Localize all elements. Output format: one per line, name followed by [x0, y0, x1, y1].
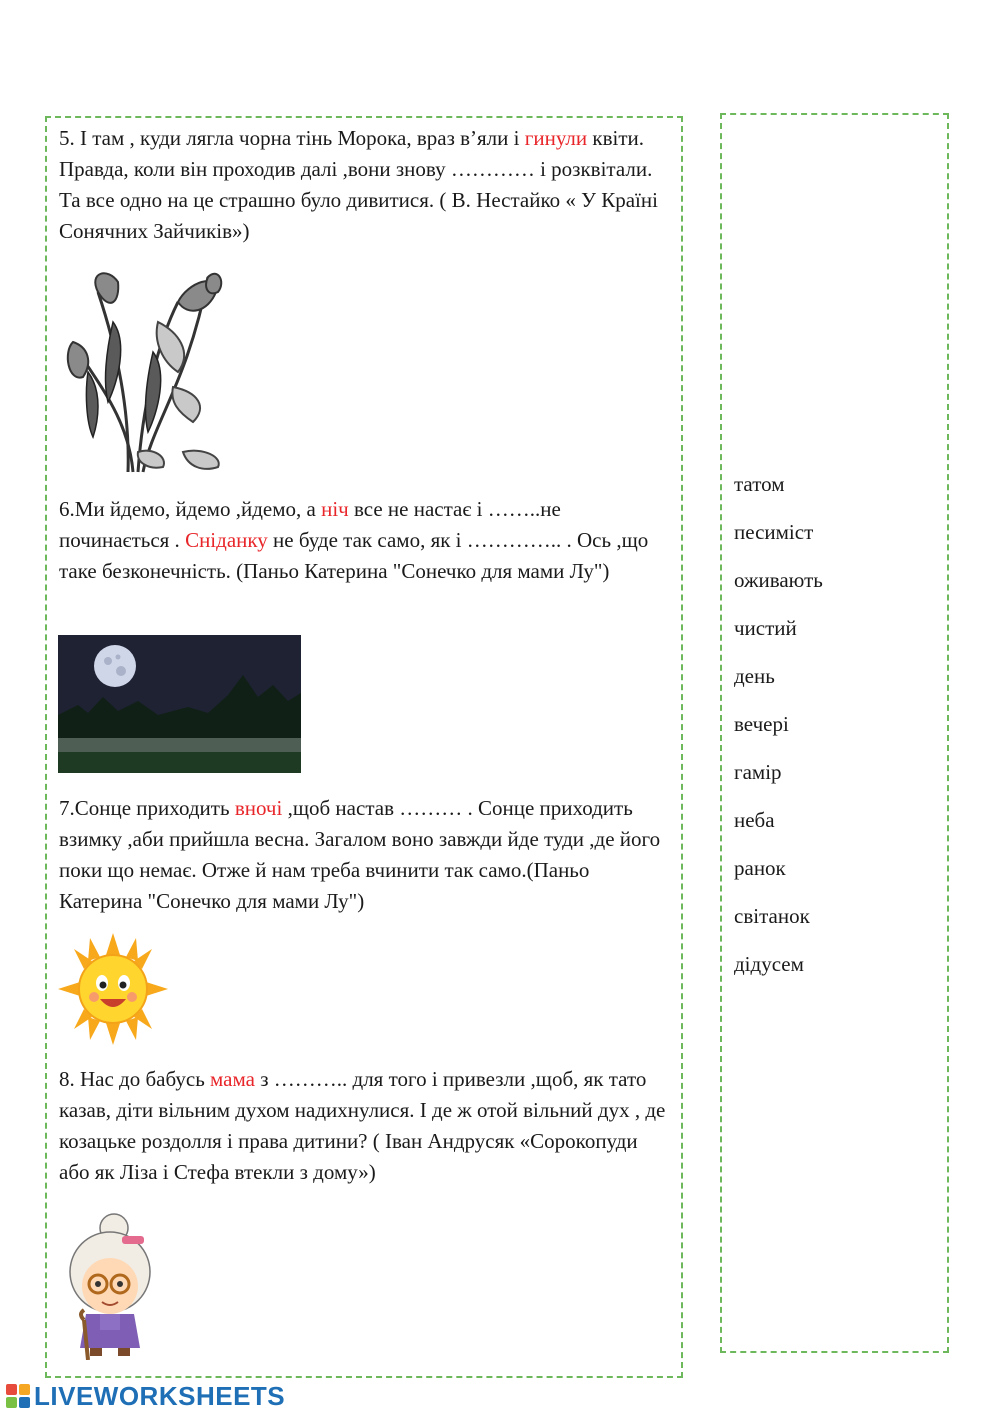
word-bank-item[interactable]: дідусем	[734, 952, 804, 976]
word-bank-item[interactable]: песиміст	[734, 520, 814, 544]
word-bank-item[interactable]: оживають	[734, 568, 823, 592]
word-bank-item[interactable]: чистий	[734, 616, 797, 640]
word-bank-item[interactable]: татом	[734, 472, 785, 496]
liveworksheets-logo	[6, 1381, 285, 1411]
word-bank-item[interactable]: ранок	[734, 856, 786, 880]
word-bank-item[interactable]: вечері	[734, 712, 789, 736]
word-bank-item[interactable]: гамір	[734, 760, 782, 784]
wilted-flowers-image	[58, 262, 228, 477]
word-bank-item[interactable]: світанок	[734, 904, 810, 928]
exercise-8-text: 8. Нас до бабусь мама з ……….. для того і привезли ,щоб, як тато казав, діти вільним духом надихнулися. І де ж отой вільний дух , де козацьке роздолля і права дитини? ( Іван Андрусяк «Сорокопуди або як Ліза і Стефа втекли з дому»)	[59, 1067, 666, 1184]
word-bank-item[interactable]: день	[734, 664, 775, 688]
smiling-sun-image	[58, 933, 168, 1045]
word-bank-item[interactable]: неба	[734, 808, 775, 832]
logo-text: LIVEWORKSHEETS	[34, 1380, 286, 1411]
exercise-7-text: 7.Сонце приходить вночі ,щоб настав ……… . Сонце приходить взимку ,аби прийшла весна. Загалом воно завжди йде туди ,де його поки що немає. Отже й нам треба вчинити так само.(Паньо Катерина "Сонечко для мами Лу")	[59, 796, 661, 913]
logo-blocks-icon	[6, 1384, 30, 1408]
exercise-6-text: 6.Ми йдемо, йдемо ,йдемо, а ніч все не настає і ……..не починається . Сніданку не буде так само, як і ………….. . Ось ,що таке безконечність. (Паньо Катерина "Сонечко для мами Лу")	[59, 497, 649, 583]
grandmother-image	[62, 1210, 157, 1360]
exercise-5-text: 5. І там , куди лягла чорна тінь Морока, враз в’яли і гинули квіти. Правда, коли він проходив далі ,вони знову ………… і розквітали. Та все одно на це страшно було дивитися. ( В. Нестайко « У Країні Сонячних Зайчиків»)	[59, 126, 658, 243]
night-landscape-image	[58, 635, 301, 773]
